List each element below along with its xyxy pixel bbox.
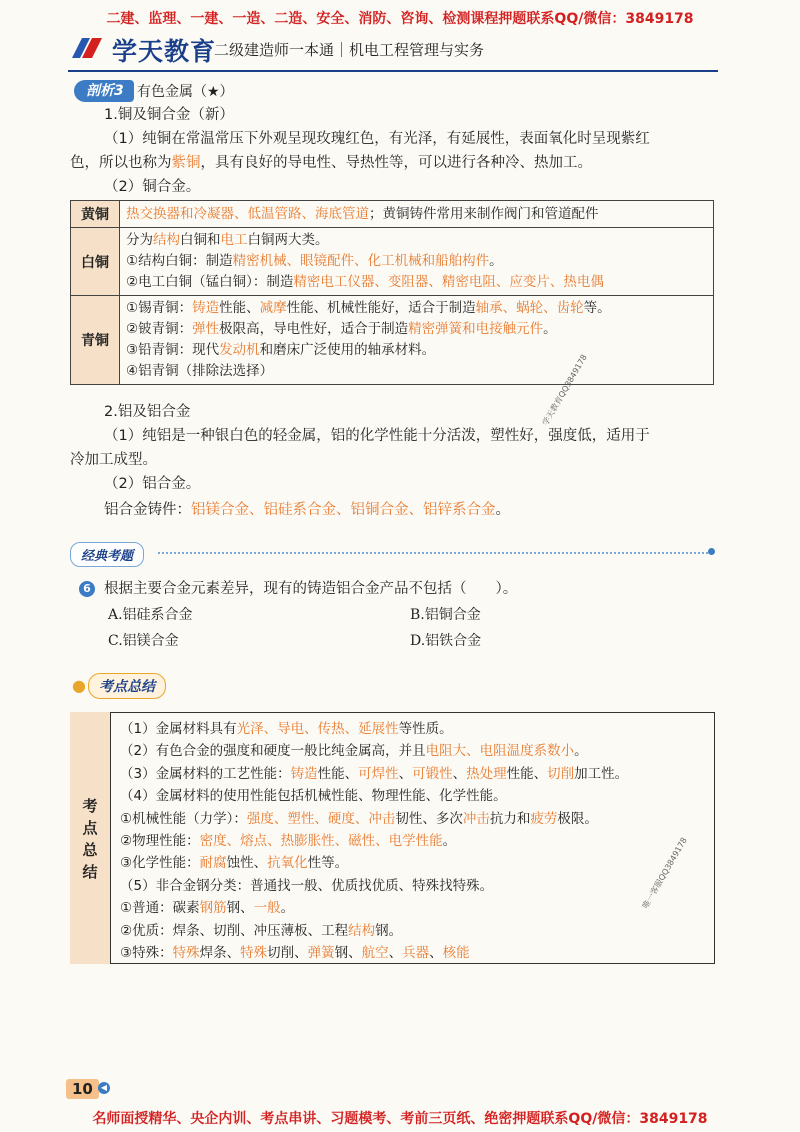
brand-name: 学天教育 [112,37,217,66]
summary-line-8: （5）非合金钢分类：普通找一般、优质找优质、特殊找特殊。 [120,877,494,894]
page-arrow-icon: ◀ [98,1082,110,1094]
aluminum-p2: （2）铝合金。 [104,476,201,492]
table-row [71,296,714,385]
summary-content [120,718,628,964]
option-c: C.铝镁合金 [108,633,179,649]
summary-line-3: （3）金属材料的工艺性能：铸造性能、可焊性、可锻性、热处理性能、切削加工性。 [120,765,629,782]
watermark-text: 唯一客服QQ3849178 [640,836,689,910]
exam-divider [158,552,712,554]
option-a: A.铝硅系合金 [108,607,193,623]
table-cell-bronze: ①锡青铜：铸造性能、减摩性能、机械性能好，适合于制造轴承、蜗轮、齿轮等。 ②铍青铜：弹性极限高，导电性好，适合于制造精密弹簧和电接触元件。 ③铅青铜：现代发动机和磨床广泛使用的轴承材料。 ④铝青铜（排除法选择） [120,296,714,385]
summary-section-label: 考点总结 [88,673,166,699]
copper-alloy-table [70,200,714,385]
book-subtitle: 二级建造师一本通｜机电工程管理与实务 [214,41,485,59]
section-title: 有色金属（★） [137,84,234,100]
summary-head-text: 考点总结 [82,797,98,881]
summary-line-6: ②物理性能：密度、熔点、热膨胀性、磁性、电学性能。 [120,833,457,850]
aluminum-p3: 铝合金铸件：铝镁合金、铝硅系合金、铝铜合金、铝锌系合金。 [104,502,510,518]
watermark-text: 学天教育QQ3849178 [540,353,589,427]
section-badge: 剖析3 [74,80,134,102]
copper-p1-line1: （1）纯铜在常温常压下外观呈现玫瑰红色，有光泽，有延展性，表面氧化时呈现紫红 [104,131,650,147]
question-number: 6 [79,581,95,597]
table-head-brass: 黄铜 [71,201,120,228]
table-cell-white-copper: 分为结构白铜和电工白铜两大类。 ①结构白铜：制造精密机械、眼镜配件、化工机械和船舶构件。 ②电工白铜（锰白铜）：制造精密电工仪器、变阻器、精密电阻、应变片、热电偶 [120,228,714,296]
lightbulb-icon: ● [72,676,86,695]
aluminum-p1-line1: （1）纯铝是一种银白色的轻金属，铝的化学性能十分活泼，塑性好，强度低，适用于 [104,428,650,444]
question-text: 根据主要合金元素差异，现有的铸造铝合金产品不包括（ ）。 [104,581,518,597]
option-d: D.铝铁合金 [410,633,482,649]
table-row [71,228,714,296]
table-head-white-copper: 白铜 [71,228,120,296]
summary-line-11: ③特殊：特殊焊条、特殊切削、弹簧钢、航空、兵器、核能 [120,945,470,962]
copper-p1-line2: 色，所以也称为紫铜，具有良好的导电性、导热性等，可以进行各种冷、热加工。 [70,155,592,171]
aluminum-p1-line2: 冷加工成型。 [70,452,157,468]
summary-line-1: （1）金属材料具有光泽、导电、传热、延展性等性质。 [120,721,453,737]
copper-p2: （2）铜合金。 [104,179,201,195]
aluminum-heading: 2.铝及铝合金 [104,404,191,420]
page-number: 10 [66,1079,99,1099]
divider-end-dot [708,548,715,555]
brand-logo-icon [68,36,106,60]
top-banner: 二建、监理、一建、一造、二造、安全、消防、咨询、检测课程押题联系QQ/微信：3849178 [106,11,694,27]
header-divider [68,70,718,72]
summary-line-10: ②优质：焊条、切削、冲压薄板、工程结构钢。 [120,922,403,939]
table-cell-brass: 热交换器和冷凝器、低温管路、海底管道；黄铜铸件常用来制作阀门和管道配件 [120,201,714,228]
table-row [71,201,714,228]
highlight: 紫铜 [171,155,201,171]
summary-line-7: ③化学性能：耐腐蚀性、抗氧化性等。 [120,855,349,872]
bottom-banner: 名师面授精华、央企内训、考点串讲、习题模考、考前三页纸、绝密押题联系QQ/微信：3849178 [92,1111,708,1127]
copper-heading: 1.铜及铜合金（新） [104,107,234,123]
summary-line-2: （2）有色合金的强度和硬度一般比纯金属高，并且电阻大、电阻温度系数小。 [120,743,588,760]
summary-line-4: （4）金属材料的使用性能包括机械性能、物理性能、化学性能。 [120,788,507,805]
table-head-bronze: 青铜 [71,296,120,385]
summary-line-9: ①普通：碳素钢筋钢、一般。 [120,900,295,917]
exam-section-label: 经典考题 [70,542,144,567]
option-b: B.铝铜合金 [410,607,481,623]
summary-line-5: ①机械性能（力学）：强度、塑性、硬度、冲击韧性、多次冲击抗力和疲劳极限。 [120,810,598,827]
